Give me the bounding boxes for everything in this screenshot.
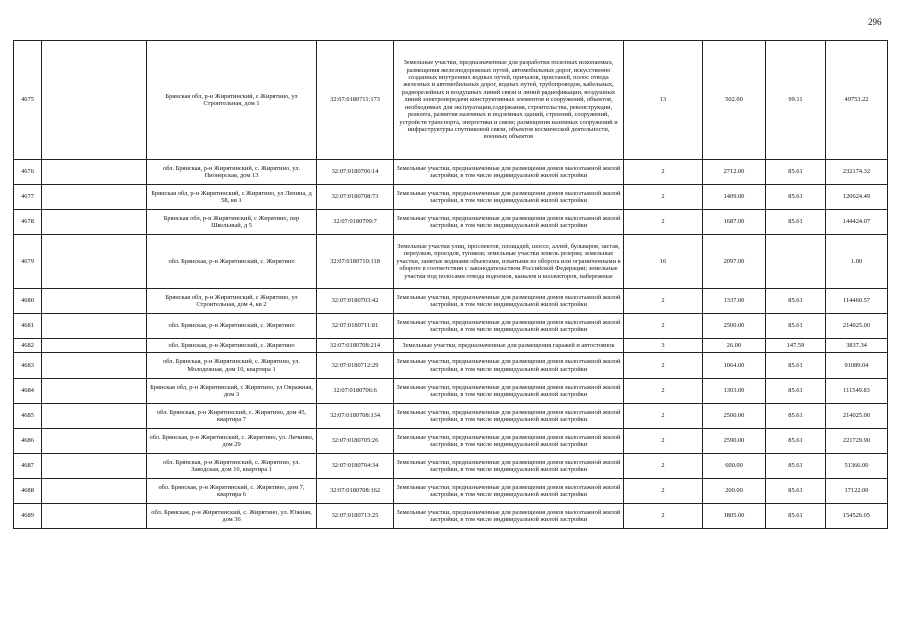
area-cell: 2500.00 [703, 404, 766, 429]
cadastral-number-cell: 32:07:0180711:173 [317, 41, 394, 160]
cadastral-number-cell: 32:07:0180709:7 [317, 210, 394, 235]
blank-cell [42, 454, 147, 479]
group-cell: 16 [624, 235, 703, 289]
group-cell: 2 [624, 289, 703, 314]
area-cell: 200.00 [703, 479, 766, 504]
register-table [13, 40, 888, 529]
address-cell: Брянская обл, р-н Жирятинский, с Жирятино, ул Строительная, дом 1 [147, 41, 317, 160]
row-number: 4679 [14, 235, 42, 289]
cadastral-value-cell: 3837.34 [826, 339, 888, 353]
area-cell: 2097.00 [703, 235, 766, 289]
group-cell: 2 [624, 454, 703, 479]
cadastral-value-cell: 17122.00 [826, 479, 888, 504]
blank-cell [42, 479, 147, 504]
cadastral-number-cell: 32:07:0180712:29 [317, 353, 394, 379]
area-cell: 600.00 [703, 454, 766, 479]
area-cell: 502.00 [703, 41, 766, 160]
cadastral-number-cell: 32:07:0180703:42 [317, 289, 394, 314]
area-cell: 1687.00 [703, 210, 766, 235]
blank-cell [42, 404, 147, 429]
cadastral-value-cell: 232174.32 [826, 160, 888, 185]
table-row [14, 404, 888, 429]
cadastral-value-cell: 51366.00 [826, 454, 888, 479]
cadastral-value-cell: 49753.22 [826, 41, 888, 160]
area-cell: 1805.00 [703, 504, 766, 529]
table-row [14, 210, 888, 235]
rate-cell: 147.59 [766, 339, 826, 353]
row-number: 4683 [14, 353, 42, 379]
usage-type-cell: Земельные участки, предназначенные для размещения домов малоэтажной жилой застройки, в том числе индивидуальной жилой застройки [394, 160, 624, 185]
area-cell: 2590.00 [703, 429, 766, 454]
table-row [14, 429, 888, 454]
group-cell: 2 [624, 379, 703, 404]
table-row [14, 454, 888, 479]
group-cell: 2 [624, 504, 703, 529]
table-row [14, 185, 888, 210]
address-cell: обл. Брянская, р-н Жирятинский, с. Жирятино, ул. Личинко, дом 29 [147, 429, 317, 454]
blank-cell [42, 160, 147, 185]
usage-type-cell: Земельные участки, предназначенные для размещения домов малоэтажной жилой застройки, в том числе индивидуальной жилой застройки [394, 185, 624, 210]
blank-cell [42, 379, 147, 404]
address-cell: обл. Брянская, р-н Жирятинский, с. Жирятино, ул. Пионерская, дом 13 [147, 160, 317, 185]
cadastral-value-cell: 144424.07 [826, 210, 888, 235]
table-row [14, 379, 888, 404]
row-number: 4682 [14, 339, 42, 353]
cadastral-number-cell: 32:07:0180704:34 [317, 454, 394, 479]
row-number: 4688 [14, 479, 42, 504]
usage-type-cell: Земельные участки, предназначенные для размещения домов малоэтажной жилой застройки, в том числе индивидуальной жилой застройки [394, 289, 624, 314]
group-cell: 3 [624, 339, 703, 353]
row-number: 4687 [14, 454, 42, 479]
row-number: 4677 [14, 185, 42, 210]
cadastral-value-cell: 221729.90 [826, 429, 888, 454]
usage-type-cell: Земельные участки, предназначенные для размещения домов малоэтажной жилой застройки, в том числе индивидуальной жилой застройки [394, 454, 624, 479]
rate-cell: 85.61 [766, 479, 826, 504]
table-row [14, 339, 888, 353]
blank-cell [42, 210, 147, 235]
group-cell: 2 [624, 314, 703, 339]
rate-cell: 85.61 [766, 353, 826, 379]
group-cell: 13 [624, 41, 703, 160]
usage-type-cell: Земельные участки, предназначенные для размещения домов малоэтажной жилой застройки, в том числе индивидуальной жилой застройки [394, 210, 624, 235]
cadastral-number-cell: 32:07:0180708:134 [317, 404, 394, 429]
rate-cell: 99.11 [766, 41, 826, 160]
cadastral-number-cell: 32:07:0180706:6 [317, 379, 394, 404]
cadastral-number-cell: 32:07:0180706:14 [317, 160, 394, 185]
cadastral-value-cell: 114460.57 [826, 289, 888, 314]
usage-type-cell: Земельные участки, предназначенные для размещения домов малоэтажной жилой застройки, в том числе индивидуальной жилой застройки [394, 314, 624, 339]
rate-cell: 85.61 [766, 454, 826, 479]
usage-type-cell: Земельные участки, предназначенные для размещения домов малоэтажной жилой застройки, в том числе индивидуальной жилой застройки [394, 404, 624, 429]
table-row [14, 314, 888, 339]
table-row [14, 41, 888, 160]
address-cell: Брянская обл, р-н Жирятинский, с Жирятино, ул Ленина, д 58, кв 1 [147, 185, 317, 210]
area-cell: 2712.00 [703, 160, 766, 185]
row-number: 4678 [14, 210, 42, 235]
blank-cell [42, 353, 147, 379]
usage-type-cell: Земельные участки, предназначенные для размещения домов малоэтажной жилой застройки, в том числе индивидуальной жилой застройки [394, 504, 624, 529]
group-cell: 2 [624, 404, 703, 429]
table-row [14, 353, 888, 379]
group-cell: 2 [624, 353, 703, 379]
area-cell: 2500.00 [703, 314, 766, 339]
group-cell: 2 [624, 210, 703, 235]
blank-cell [42, 339, 147, 353]
cadastral-number-cell: 32:07:0180713:25 [317, 504, 394, 529]
cadastral-number-cell: 32:07:0180708:73 [317, 185, 394, 210]
rate-cell: 85.61 [766, 160, 826, 185]
row-number: 4681 [14, 314, 42, 339]
address-cell: обл. Брянская, р-н Жирятинский, с. Жирятино [147, 339, 317, 353]
row-number: 4686 [14, 429, 42, 454]
table-row [14, 479, 888, 504]
area-cell: 1064.00 [703, 353, 766, 379]
rate-cell: 85.61 [766, 404, 826, 429]
usage-type-cell: Земельные участки, предназначенные для размещения домов малоэтажной жилой застройки, в том числе индивидуальной жилой застройки [394, 429, 624, 454]
rate-cell: 85.61 [766, 185, 826, 210]
usage-type-cell: Земельные участки, предназначенные для размещения домов малоэтажной жилой застройки, в том числе индивидуальной жилой застройки [394, 353, 624, 379]
cadastral-number-cell: 32:07:0180705:26 [317, 429, 394, 454]
blank-cell [42, 429, 147, 454]
cadastral-value-cell: 1.00 [826, 235, 888, 289]
area-cell: 1409.00 [703, 185, 766, 210]
address-cell: обл. Брянская, р-н Жирятинский, с. Жирятино, дом 7, квартира 6 [147, 479, 317, 504]
group-cell: 2 [624, 185, 703, 210]
area-cell: 1337.00 [703, 289, 766, 314]
blank-cell [42, 289, 147, 314]
cadastral-value-cell: 214025.00 [826, 404, 888, 429]
area-cell: 1303.00 [703, 379, 766, 404]
row-number: 4689 [14, 504, 42, 529]
area-cell: 26.00 [703, 339, 766, 353]
address-cell: обл. Брянская, р-н Жирятинский, с. Жирятино [147, 314, 317, 339]
group-cell: 2 [624, 479, 703, 504]
group-cell: 2 [624, 429, 703, 454]
usage-type-cell: Земельные участки улиц, проспектов, площадей, шоссе, аллей, бульваров, застав, переулков, проездов, тупиков; земельные участки земель резерва; земельные участки, занятые водными объектами, изъятыми из оборота или ограниченными в обороте в соответствии с законодательством Российской Федерации; земельные участки под полосами отвода водоемов, каналов и коллекторов, набережные [394, 235, 624, 289]
cadastral-value-cell: 91089.04 [826, 353, 888, 379]
cadastral-number-cell: 32:07:0180708:162 [317, 479, 394, 504]
address-cell: обл. Брянская, р-н Жирятинский, с. Жирятино, ул. Южная, дом 36 [147, 504, 317, 529]
rate-cell: 85.61 [766, 289, 826, 314]
blank-cell [42, 314, 147, 339]
row-number: 4685 [14, 404, 42, 429]
cadastral-number-cell: 32:07:0180708:214 [317, 339, 394, 353]
rate-cell: 85.61 [766, 210, 826, 235]
blank-cell [42, 41, 147, 160]
address-cell: обл. Брянская, р-н Жирятинский, с. Жирятино, ул. Заводская, дом 10, квартира 1 [147, 454, 317, 479]
usage-type-cell: Земельные участки, предназначенные для размещения домов малоэтажной жилой застройки, в том числе индивидуальной жилой застройки [394, 479, 624, 504]
usage-type-cell: Земельные участки, предназначенные для размещения гаражей и автостоянок [394, 339, 624, 353]
blank-cell [42, 504, 147, 529]
address-cell: Брянская обл, р-н Жирятинский, с Жирятино, пер Школьный, д 5 [147, 210, 317, 235]
group-cell: 2 [624, 160, 703, 185]
row-number: 4676 [14, 160, 42, 185]
row-number: 4675 [14, 41, 42, 160]
rate-cell: 85.61 [766, 379, 826, 404]
cadastral-value-cell: 214025.00 [826, 314, 888, 339]
address-cell: Брянская обл, р-н Жирятинский, с Жирятино, ул Овражная, дом 3 [147, 379, 317, 404]
blank-cell [42, 235, 147, 289]
rate-cell: 85.61 [766, 504, 826, 529]
address-cell: обл. Брянская, р-н Жирятинский, с. Жирятино, ул. Молодежная, дом 10, квартира 1 [147, 353, 317, 379]
blank-cell [42, 185, 147, 210]
usage-type-cell: Земельные участки, предназначенные для разработки полезных ископаемых, размещения железнодорожных путей, автомобильных дорог, искусственно созданных внутренних водных путей, причалов, пристаней, полос отвода железных и автомобильных дорог, водных путей, трубопроводов, кабельных, радиорелейных и воздушных линий связи и линий радиофикации, воздушных линий электропередачи конструктивных элементов и сооружений, объектов, необходимых для эксплуатации,содержания, строительства, реконструкции, ремонта, развития наземных и подземных зданий, строений, сооружений, устройств транспорта, энергетики и связи; размещения наземных сооружений и инфраструктуры спутниковой связи, объектов космической деятельности, военных объектов [394, 41, 624, 160]
table-row [14, 504, 888, 529]
cadastral-value-cell: 111549.83 [826, 379, 888, 404]
address-cell: обл. Брянская, р-н Жирятинский, с. Жирятино [147, 235, 317, 289]
table-row [14, 235, 888, 289]
address-cell: обл. Брянская, р-н Жирятинский, с. Жирятино, дом 45, квартира 7 [147, 404, 317, 429]
cadastral-value-cell: 154526.05 [826, 504, 888, 529]
row-number: 4680 [14, 289, 42, 314]
table-row [14, 289, 888, 314]
usage-type-cell: Земельные участки, предназначенные для размещения домов малоэтажной жилой застройки, в том числе индивидуальной жилой застройки [394, 379, 624, 404]
table-row [14, 160, 888, 185]
row-number: 4684 [14, 379, 42, 404]
page-number: 296 [868, 17, 882, 27]
cadastral-number-cell: 32:07:0180710:118 [317, 235, 394, 289]
rate-cell [766, 235, 826, 289]
cadastral-number-cell: 32:07:0180711:81 [317, 314, 394, 339]
rate-cell: 85.61 [766, 314, 826, 339]
rate-cell: 85.61 [766, 429, 826, 454]
cadastral-value-cell: 120624.49 [826, 185, 888, 210]
address-cell: Брянская обл, р-н Жирятинский, с Жирятино, ул Строительная, дом 4, кв 2 [147, 289, 317, 314]
